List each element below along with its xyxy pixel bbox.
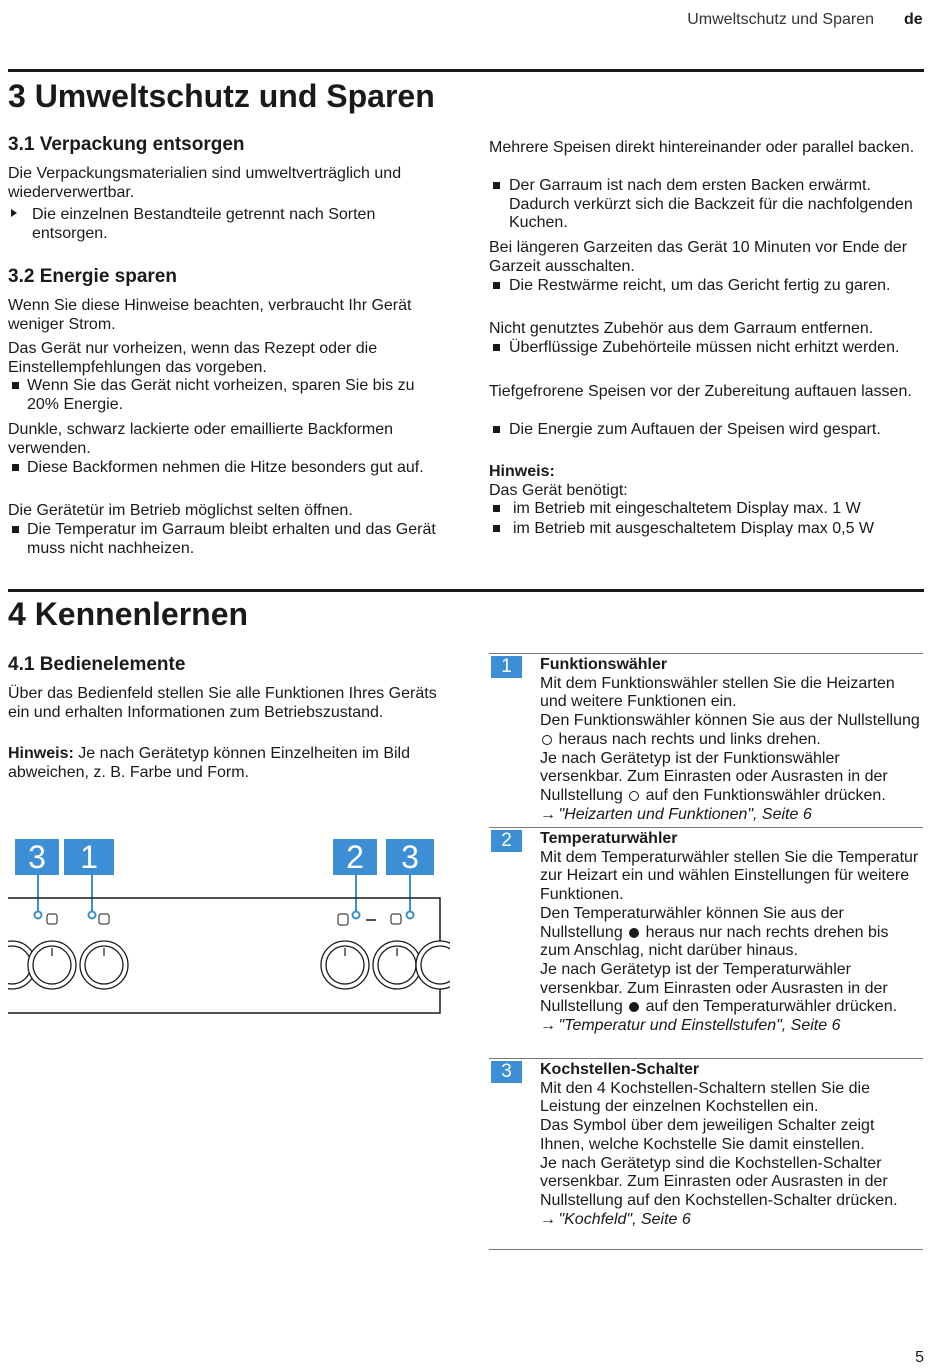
- subsection-4-1-title: 4.1 Bedienelemente: [8, 654, 186, 675]
- row-text: Mit dem Funktionswähler stellen Sie die Heizarten und weitere Funktionen ein.: [540, 674, 895, 711]
- paragraph: Über das Bedienfeld stellen Sie alle Funktionen Ihres Geräts ein und erhalten Informationen zum Betriebszustand.: [8, 685, 437, 721]
- row-title: Temperaturwähler: [540, 830, 678, 847]
- zero-position-dot-icon: [629, 928, 639, 938]
- bullet-text: im Betrieb mit eingeschaltetem Display max. 1 W: [513, 500, 861, 517]
- table-row-1: [540, 656, 920, 824]
- step-text: Die einzelnen Bestandteile getrennt nach Sorten entsorgen.: [32, 206, 376, 242]
- bullet-square-icon: [493, 182, 500, 189]
- bullet-text: Die Restwärme reicht, um das Gericht fertig zu garen.: [509, 277, 891, 294]
- note-text: Das Gerät benötigt:: [489, 482, 628, 499]
- row-text-part: Den Temperaturwähler können Sie aus der Nullstellung: [540, 904, 844, 941]
- bullet-square-icon: [493, 426, 500, 433]
- row-title: Kochstellen-Schalter: [540, 1061, 700, 1078]
- bullet-text: Diese Backformen nehmen die Hitze besonders gut auf.: [27, 459, 424, 476]
- badge-hob-switch: 3: [15, 839, 59, 875]
- zero-position-dot-icon: [629, 1002, 639, 1012]
- arrow-right-icon: →: [540, 805, 556, 823]
- table-rule: [489, 827, 923, 828]
- zero-position-ring-icon: [629, 791, 639, 801]
- row-text-part: auf den Funktionswähler drücken.: [645, 786, 886, 804]
- reference-text: "Temperatur und Einstellstufen", Seite 6: [558, 1017, 841, 1035]
- paragraph: Mehrere Speisen direkt hintereinander oder parallel backen.: [489, 139, 915, 156]
- reference-text: "Heizarten und Funktionen", Seite 6: [558, 805, 812, 823]
- row-text: Das Symbol über dem jeweiligen Schalter zeigt Ihnen, welche Kochstelle Sie damit einstellen.: [540, 1117, 875, 1153]
- section-rule: [8, 69, 924, 72]
- bullet-text: Die Temperatur im Garraum bleibt erhalten und das Gerät muss nicht nachheizen.: [27, 521, 436, 557]
- badge-temperature-selector: 2: [333, 839, 377, 875]
- table-rule: [489, 653, 923, 654]
- table-rule: [489, 1249, 923, 1250]
- paragraph: Tiefgefrorene Speisen vor der Zubereitung auftauen lassen.: [489, 383, 912, 400]
- arrow-right-icon: →: [540, 1210, 556, 1228]
- badge-function-selector: 1: [64, 839, 114, 875]
- bullet-text: Die Energie zum Auftauen der Speisen wird gespart.: [509, 421, 881, 438]
- row-text-part: Je nach Gerätetyp ist der Temperaturwähler versenkbar. Zum Einrasten oder Ausrasten in der Nullstellung: [540, 960, 888, 1016]
- bullet-text: im Betrieb mit ausgeschaltetem Display max 0,5 W: [513, 520, 875, 537]
- arrow-right-icon: →: [540, 1017, 556, 1035]
- bullet-square-icon: [493, 344, 500, 351]
- row-text: [540, 905, 920, 961]
- row-number-badge: 3: [491, 1061, 522, 1083]
- table-row-2: [540, 830, 920, 1036]
- bullet-square-icon: [12, 382, 19, 389]
- bullet-text: Der Garraum ist nach dem ersten Backen erwärmt. Dadurch verkürzt sich die Backzeit für die nachfolgenden Kuchen.: [509, 177, 913, 232]
- page-number: 5: [915, 1349, 924, 1366]
- language-code: de: [904, 11, 923, 28]
- zero-position-ring-icon: [542, 735, 552, 745]
- row-number-badge: 1: [491, 656, 522, 678]
- bullet-text: Wenn Sie das Gerät nicht vorheizen, sparen Sie bis zu 20% Energie.: [27, 377, 415, 413]
- row-text-part: heraus nur nach rechts drehen bis zum Anschlag, nicht darüber hinaus.: [540, 923, 889, 960]
- bullet-square-icon: [12, 526, 19, 533]
- note-paragraph: [8, 745, 448, 782]
- row-text-part: auf den Temperaturwähler drücken.: [645, 998, 898, 1016]
- step-arrow-icon: [11, 209, 17, 217]
- running-header: Umweltschutz und Sparen: [687, 11, 874, 28]
- row-text: [540, 750, 920, 806]
- cross-reference-link[interactable]: [540, 1211, 920, 1230]
- paragraph: Bei längeren Garzeiten das Gerät 10 Minuten vor Ende der Garzeit ausschalten.: [489, 239, 908, 275]
- row-text: Je nach Gerätetyp sind die Kochstellen-Schalter versenkbar. Zum Einrasten oder Ausrasten in der Nullstellung auf den Kochstellen-Schalter drücken.: [540, 1154, 898, 1209]
- bullet-square-icon: [493, 505, 500, 512]
- subsection-3-1-title: 3.1 Verpackung entsorgen: [8, 134, 245, 155]
- note-label: Hinweis:: [489, 463, 555, 480]
- row-text: Mit den 4 Kochstellen-Schaltern stellen Sie die Leistung der einzelnen Kochstellen ein.: [540, 1079, 870, 1116]
- table-row-3: [540, 1061, 920, 1229]
- note-text: Je nach Gerätetyp können Einzelheiten im Bild abweichen, z. B. Farbe und Form.: [8, 745, 410, 781]
- row-text-part: Je nach Gerätetyp ist der Funktionswähler versenkbar. Zum Einrasten oder Ausrasten in der Nullstellung: [540, 749, 888, 804]
- section-rule: [8, 589, 924, 592]
- section-4-title: 4 Kennenlernen: [8, 596, 249, 632]
- cross-reference-link[interactable]: [540, 806, 920, 825]
- bullet-square-icon: [493, 282, 500, 289]
- row-text-part: Den Funktionswähler können Sie aus der Nullstellung: [540, 712, 920, 730]
- reference-text: "Kochfeld", Seite 6: [558, 1210, 691, 1228]
- paragraph: Die Gerätetür im Betrieb möglichst selten öffnen.: [8, 502, 353, 519]
- badge-hob-switch: 3: [386, 839, 434, 875]
- row-text-part: heraus nach rechts und links drehen.: [558, 730, 821, 748]
- note-label: Hinweis:: [8, 745, 74, 762]
- bullet-square-icon: [12, 464, 19, 471]
- cross-reference-link[interactable]: [540, 1017, 920, 1036]
- control-panel-illustration: [0, 870, 450, 1020]
- paragraph: Das Gerät nur vorheizen, wenn das Rezept oder die Einstellempfehlungen das vorgeben.: [8, 340, 378, 376]
- paragraph: Wenn Sie diese Hinweise beachten, verbraucht Ihr Gerät weniger Strom.: [8, 297, 412, 333]
- bullet-square-icon: [493, 525, 500, 532]
- row-text: [540, 712, 920, 749]
- paragraph: Dunkle, schwarz lackierte oder emaillierte Backformen verwenden.: [8, 421, 394, 457]
- subsection-3-2-title: 3.2 Energie sparen: [8, 266, 177, 287]
- section-3-title: 3 Umweltschutz und Sparen: [8, 78, 435, 114]
- paragraph: Nicht genutztes Zubehör aus dem Garraum entfernen.: [489, 320, 874, 337]
- paragraph: Die Verpackungsmaterialien sind umweltverträglich und wiederverwertbar.: [8, 165, 402, 201]
- table-rule: [489, 1058, 923, 1059]
- row-number-badge: 2: [491, 830, 522, 852]
- row-title: Funktionswähler: [540, 656, 668, 673]
- row-text: [540, 961, 920, 1017]
- bullet-text: Überflüssige Zubehörteile müssen nicht erhitzt werden.: [509, 339, 900, 356]
- row-text: Mit dem Temperaturwähler stellen Sie die Temperatur zur Heizart ein und wählen Einstellungen für weitere Funktionen.: [540, 848, 919, 904]
